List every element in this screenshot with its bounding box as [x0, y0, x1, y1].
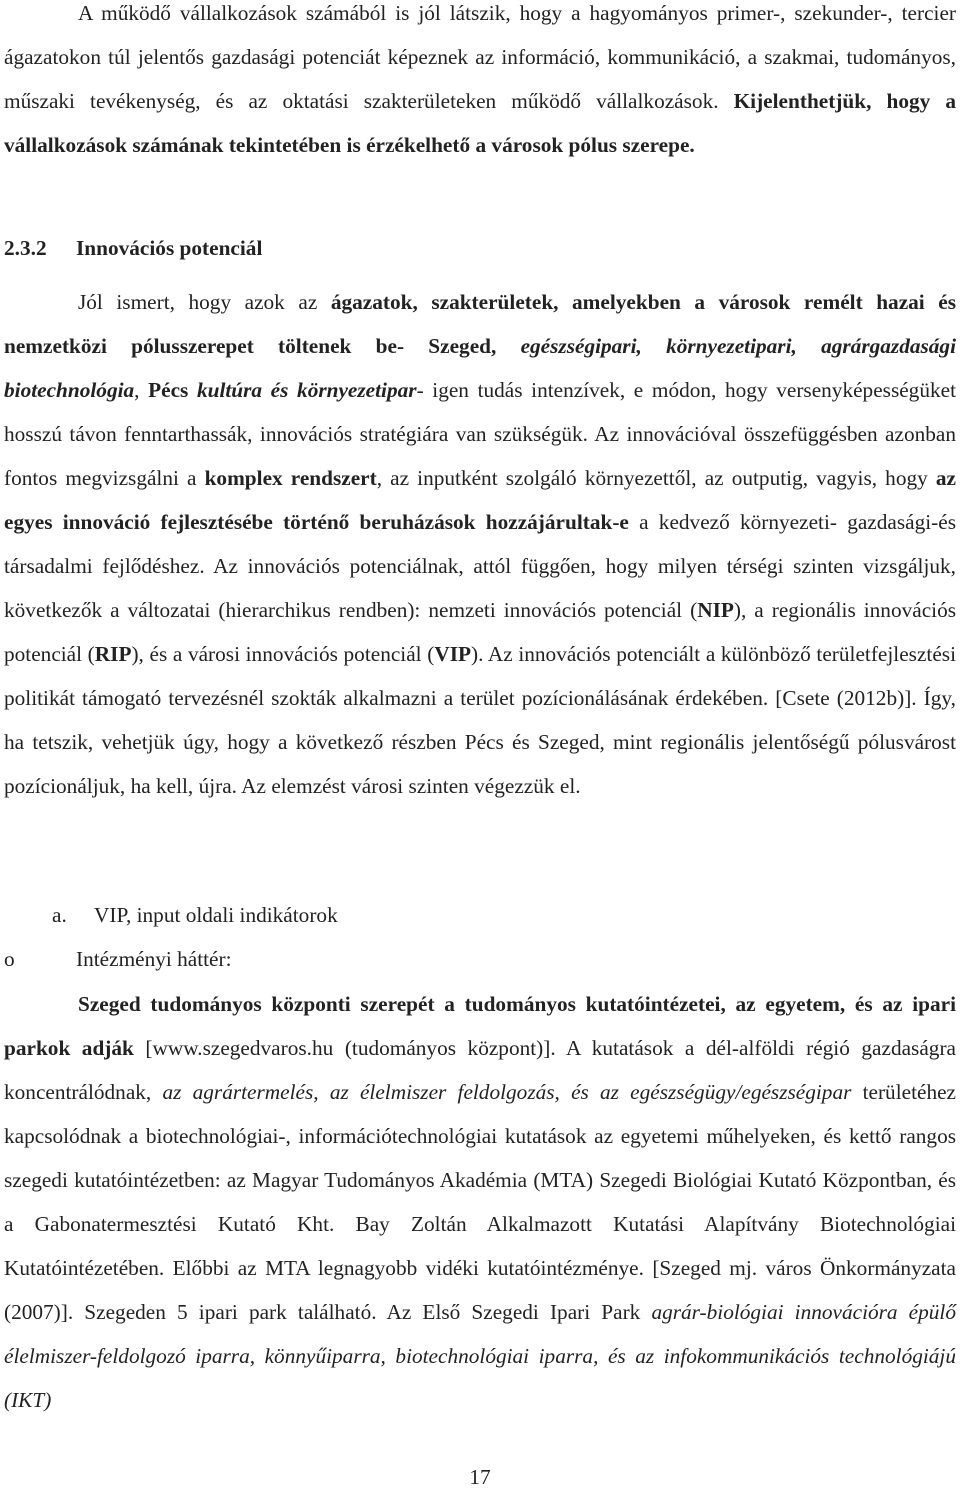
text-run: - igen tudás intenzívek, e módon, hogy versenyképességüket hosszú távon fenntarthassák, innovációs stratégiára van szükségük. Az innovációval összefüggésben azonban fontos megvizsgálni a: [4, 378, 956, 490]
bold-run: VIP: [434, 642, 471, 666]
text-run: A működő vállalkozások számából is jól látszik, hogy a hagyományos primer-, szekunder-, tercier ágazatokon túl jelentős gazdasági potenciát képeznek az információ, kommunikáció, a szakmai, tudományos, műszaki tevékenység, és az oktatási szakterületeken működő vállalkozások.: [4, 1, 956, 113]
list-item-vip-input: [52, 893, 552, 937]
paragraph-innovation-potential: [4, 280, 956, 808]
paragraph-szeged-science: [4, 982, 956, 1422]
bullet-marker: o: [4, 947, 15, 971]
bold-run: komplex rendszert: [204, 466, 377, 490]
section-heading: [4, 226, 262, 270]
page-number: 17: [469, 1465, 491, 1489]
text-run: ,: [134, 378, 149, 402]
italic-run: agrár-biológiai innovációra épülő élelmiszer-feldolgozó iparra, könnyűiparra, biotechnológiai iparra, és az infokommunikációs technológiájú (IKT): [4, 1300, 957, 1412]
bold-run: ágazatok, szakterületek, amelyekben a városok remélt hazai és nemzetközi pólusszerepet töltenek be- Szeged,: [4, 290, 956, 358]
text-run: Jól ismert, hogy azok az: [78, 290, 331, 314]
paragraph-business-count: [4, 0, 956, 167]
text-run: ). Az innovációs potenciált a különböző területfejlesztési politikát támogató tervezésnél szokták alkalmazni a terület pozícionálásának érdekében. [Csete (2012b)]. Így, ha tetszik, vehetjük úgy, hogy a következő részben Pécs és Szeged, mint regionális jelentőségű pólusvárost pozícionáljuk, ha kell, újra. Az elemzést városi szinten végezzük el.: [4, 642, 956, 798]
list-label: a.: [52, 903, 67, 927]
bullet-item-institutional: [4, 937, 956, 981]
bold-italic-run: kultúra és környezetipar: [196, 378, 417, 402]
bullet-text: Intézményi háttér:: [76, 947, 232, 971]
bold-run: Szeged tudományos központi szerepét a tudományos kutatóintézetei, az egyetem, és az ipari parkok adják: [4, 992, 956, 1060]
section-number: 2.3.2: [4, 236, 47, 260]
text-run: a kedvező környezeti- gazdasági-és társadalmi fejlődéshez. Az innovációs potenciálnak, attól függően, hogy milyen térségi szinten vizsgáljuk, következők a változatai (hierarchikus rendben): nemzeti innovációs potenciál (: [4, 510, 956, 622]
bold-run: az egyes innováció fejlesztésébe történő beruházások hozzájárultak-e: [4, 466, 956, 534]
text-run: [www.szegedvaros.hu (tudományos központ)]. A kutatások a dél-alföldi régió gazdaságra koncentrálódnak,: [4, 1036, 956, 1104]
bold-run: Pécs: [148, 378, 197, 402]
text-run: területéhez kapcsolódnak a biotechnológiai-, információtechnológiai kutatások az egyetemi műhelyeken, és kettő rangos szegedi kutatóintézetben: az Magyar Tudományos Akadémia (MTA) Szegedi Biológiai Kutató Központban, és a Gabonatermesztési Kutató Kht. Bay Zoltán Alkalmazott Kutatási Alapítvány Biotechnológiai Kutatóintézetében. Előbbi az MTA legnagyobb vidéki kutatóintézménye. [Szeged mj. város Önkormányzata (2007)]. Szegeden 5 ipari park található. Az Első Szegedi Ipari Park: [4, 1080, 957, 1324]
bold-run: NIP: [697, 598, 734, 622]
text-run: , az inputként szolgáló környezettől, az outputig, vagyis, hogy: [376, 466, 936, 490]
text-run: ), és a városi innovációs potenciál (: [131, 642, 435, 666]
bold-run: RIP: [94, 642, 132, 666]
italic-run: az agrártermelés, az élelmiszer feldolgozás, és az egészségügy/egészségipar: [162, 1080, 852, 1104]
section-title: Innovációs potenciál: [76, 236, 263, 260]
list-text: VIP, input oldali indikátorok: [94, 903, 338, 927]
bold-run: Kijelenthetjük, hogy a vállalkozások számának tekintetében is érzékelhető a városok pólus szerepe.: [4, 89, 956, 157]
bold-italic-run: egészségipari, környezetipari, agrárgazdasági biotechnológia: [4, 334, 956, 402]
text-run: ), a regionális innovációs potenciál (: [4, 598, 956, 666]
